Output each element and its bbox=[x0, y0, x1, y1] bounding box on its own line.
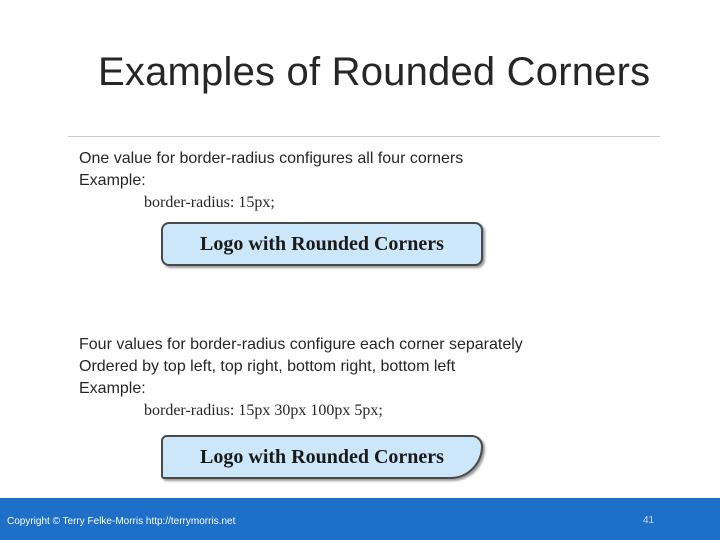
logo-example-uniform-radius bbox=[161, 222, 483, 266]
slide-title: Examples of Rounded Corners bbox=[98, 50, 651, 94]
title-divider bbox=[68, 136, 660, 137]
page-number: 41 bbox=[643, 515, 655, 526]
section1-example-label: Example: bbox=[79, 172, 146, 189]
section2-order-note: Ordered by top left, top right, bottom right, bottom left bbox=[79, 358, 456, 375]
section1-code: border-radius: 15px; bbox=[144, 194, 275, 211]
logo-example-four-radii bbox=[161, 435, 483, 479]
footer-copyright: Copyright © Terry Felke-Morris http://terrymorris.net bbox=[7, 516, 236, 527]
logo-text: Logo with Rounded Corners bbox=[200, 232, 444, 255]
section2-example-label: Example: bbox=[79, 380, 146, 397]
section1-description: One value for border-radius configures all four corners bbox=[79, 150, 464, 167]
footer-bar bbox=[0, 498, 720, 540]
section2-description: Four values for border-radius configure each corner separately bbox=[79, 336, 523, 353]
logo-text: Logo with Rounded Corners bbox=[200, 445, 444, 468]
section2-code: border-radius: 15px 30px 100px 5px; bbox=[144, 402, 383, 419]
